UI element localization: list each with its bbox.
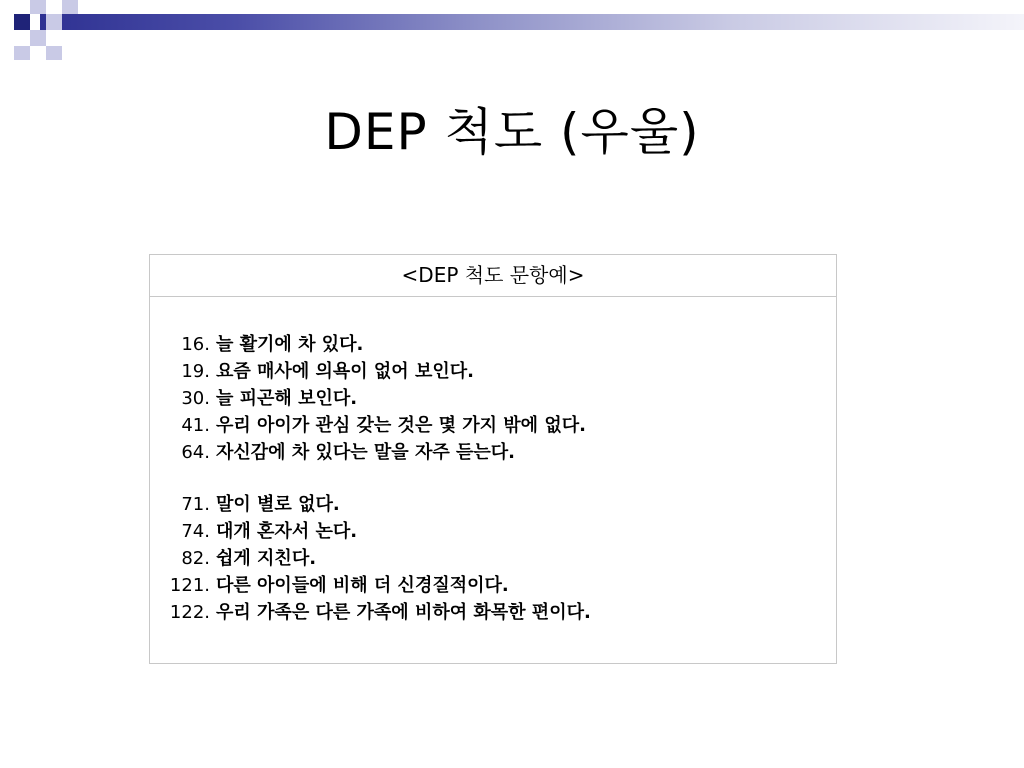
item-text: 우리 아이가 관심 갖는 것은 몇 가지 밖에 없다. [216,415,586,436]
list-item [150,491,836,518]
list-item [150,545,836,572]
item-number: 74. [181,521,210,542]
slide-title: DEP 척도 (우울) [324,103,700,161]
decor-square [30,30,46,46]
item-number: 64. [181,442,210,463]
item-text: 자신감에 차 있다는 말을 자주 듣는다. [216,442,515,463]
box-header: <DEP 척도 문항예> [150,255,836,297]
list-item [150,331,836,358]
item-text: 늘 피곤해 보인다. [216,388,358,409]
list-item [150,518,836,545]
item-text: 우리 가족은 다른 가족에 비하여 화목한 편이다. [216,602,591,623]
header-band [40,14,1024,30]
list-item [150,572,836,599]
item-number: 30. [181,388,210,409]
item-number: 41. [181,415,210,436]
item-text: 늘 활기에 차 있다. [216,334,364,355]
decor-square [62,0,78,14]
item-number: 82. [181,548,210,569]
decor-square [14,46,30,60]
list-item [150,385,836,412]
item-number: 16. [181,334,210,355]
decor-square [14,14,30,30]
item-text: 요즘 매사에 의욕이 없어 보인다. [216,361,474,382]
item-text: 말이 별로 없다. [216,494,340,515]
item-list [150,331,836,626]
decor-square [46,14,62,30]
item-example-box [149,254,837,664]
item-number: 121. [169,575,210,596]
item-number: 19. [181,361,210,382]
decor-square [46,46,62,60]
item-number: 122. [169,602,210,623]
decor-square [30,0,46,14]
item-text: 쉽게 지친다. [216,548,317,569]
list-item [150,412,836,439]
list-item [150,599,836,626]
item-text: 대개 혼자서 논다. [216,521,358,542]
list-item [150,358,836,385]
list-item [150,439,836,466]
item-text: 다른 아이들에 비해 더 신경질적이다. [216,575,509,596]
item-number: 71. [181,494,210,515]
